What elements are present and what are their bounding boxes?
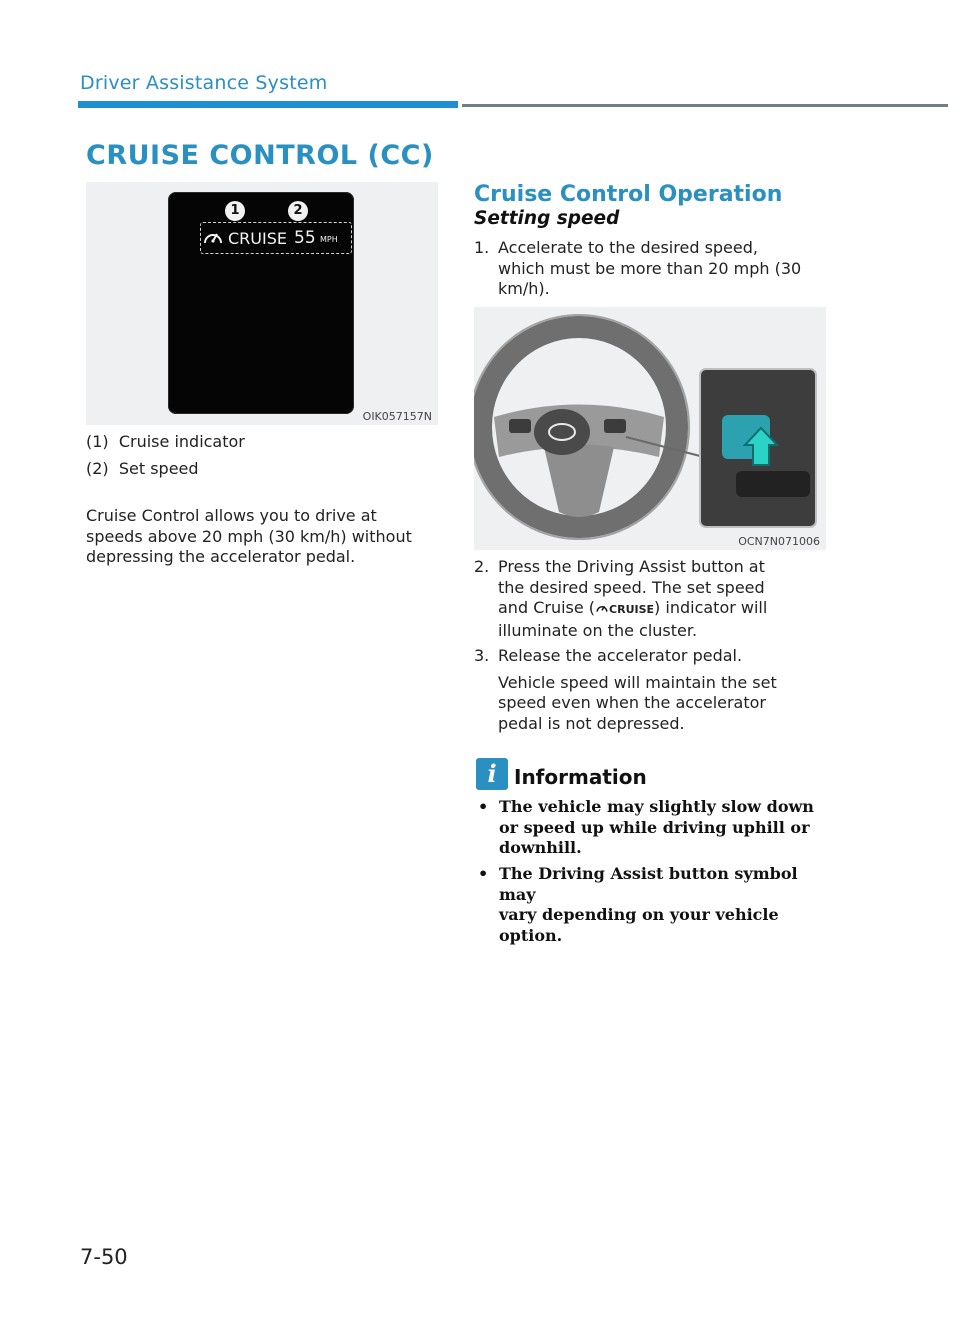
info-icon: [476, 758, 508, 790]
set-speed-value: 55: [294, 228, 316, 248]
step-number: 3.: [474, 646, 490, 665]
setting-speed-title: Setting speed: [474, 208, 620, 229]
intro-paragraph: [86, 506, 446, 568]
info-icon-glyph: i: [487, 759, 497, 788]
step-3: [474, 646, 834, 734]
step-line: which must be more than 20 mph (30: [498, 258, 802, 278]
step-number: 1.: [474, 238, 490, 257]
bullet-line: or speed up while driving uphill or: [499, 817, 810, 837]
intro-line: speeds above 20 mph (30 km/h) without: [86, 526, 412, 546]
step-line: illuminate on the cluster.: [498, 620, 698, 640]
legend-num: (1): [86, 432, 109, 451]
header-rule-accent: [78, 101, 458, 108]
bullet-line: The vehicle may slightly slow down: [499, 797, 814, 816]
operation-title: Cruise Control Operation: [474, 182, 783, 207]
section-title: CRUISE CONTROL (CC): [86, 140, 434, 171]
step-line-with-icon: [498, 598, 834, 621]
intro-line: Cruise Control allows you to drive at: [86, 506, 377, 525]
header-rule: [462, 104, 948, 107]
step-number: 2.: [474, 557, 490, 576]
step-line: km/h).: [498, 279, 550, 298]
callout-2: 2: [288, 201, 308, 221]
legend-item-1: [86, 432, 245, 453]
step-note-line: pedal is not depressed.: [498, 713, 685, 733]
callout-1: 1: [225, 201, 245, 221]
step-line: the desired speed. The set speed: [498, 577, 765, 597]
step-1: [474, 238, 834, 300]
bullet-line: vary depending on your vehicle option.: [499, 905, 779, 945]
bullet-line: The Driving Assist button symbol may: [499, 864, 798, 904]
cruise-label: CRUISE: [228, 229, 287, 248]
legend-num: (2): [86, 459, 109, 478]
cruise-inline-label: CRUISE: [609, 603, 655, 616]
step-line: Accelerate to the desired speed,: [498, 238, 758, 257]
bullet-line: downhill.: [499, 838, 582, 857]
legend-label: Cruise indicator: [118, 432, 245, 451]
cluster-figure: [86, 182, 438, 425]
bullet-dot: •: [478, 797, 489, 816]
step-text: and Cruise (: [498, 598, 596, 617]
legend-item-2: [86, 459, 199, 480]
figure-code: OIK057157N: [362, 410, 432, 423]
legend-label: Set speed: [118, 459, 199, 478]
step-line: Release the accelerator pedal.: [498, 646, 743, 665]
step-2: [474, 557, 834, 641]
step-line: Press the Driving Assist button at: [498, 557, 765, 576]
intro-line: depressing the accelerator pedal.: [86, 547, 356, 566]
info-bullet-1: [478, 797, 828, 859]
bullet-dot: •: [478, 864, 489, 883]
step-note-line: speed even when the accelerator: [498, 693, 766, 712]
information-title: Information: [514, 765, 647, 789]
header-section-title: Driver Assistance System: [80, 72, 328, 94]
steering-wheel-illustration: [474, 307, 826, 550]
cruise-inline-icon: [595, 602, 609, 614]
page-number: 7-50: [80, 1245, 128, 1269]
steering-wheel-figure: [474, 307, 826, 550]
step-note-line: Vehicle speed will maintain the set: [498, 672, 777, 692]
set-speed-unit: MPH: [320, 235, 338, 244]
cluster-display: [168, 192, 354, 414]
step-text: ) indicator will: [654, 598, 768, 617]
info-bullet-2: [478, 864, 828, 946]
figure-code: OCN7N071006: [738, 535, 820, 548]
cruise-indicator-icon: [202, 227, 224, 247]
